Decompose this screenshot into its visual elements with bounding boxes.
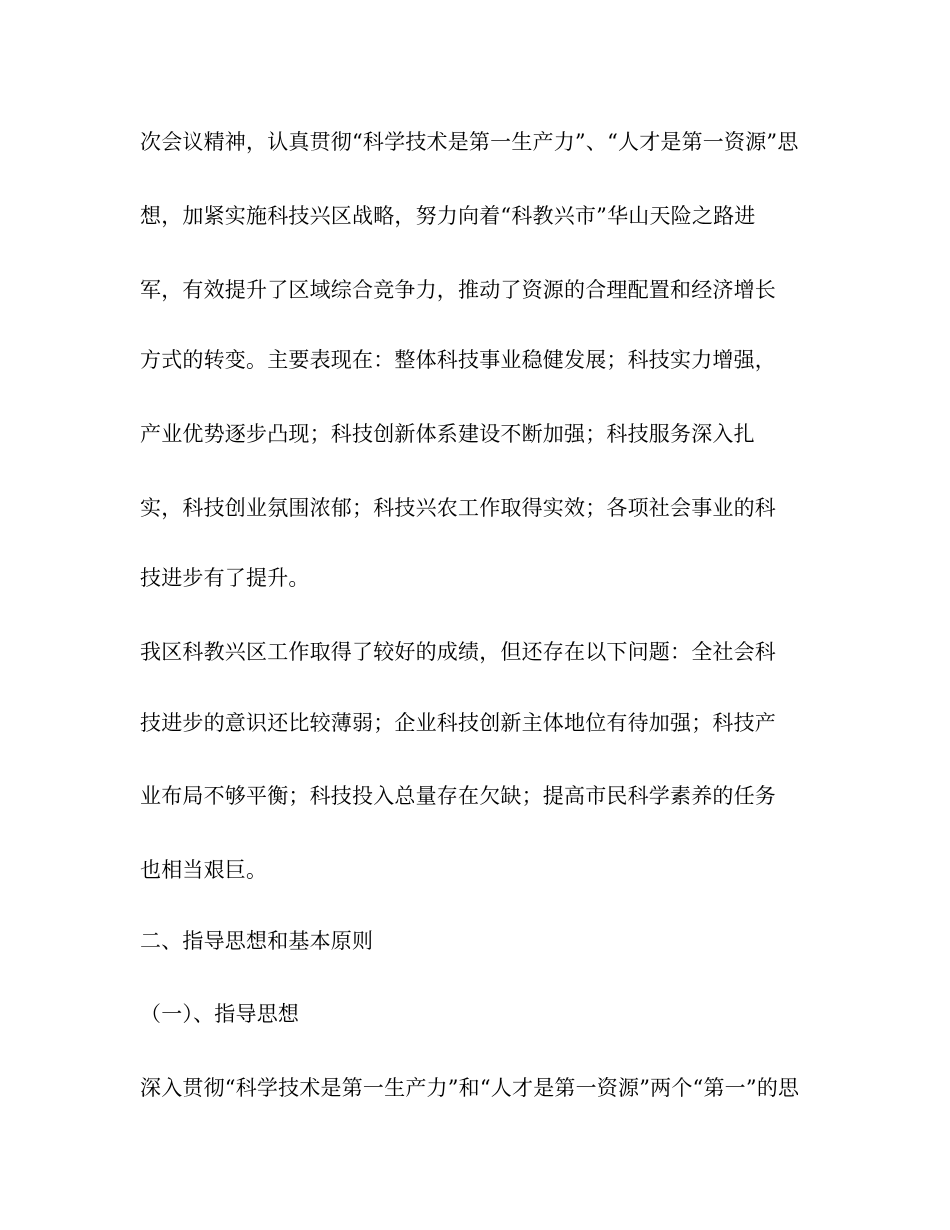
text-line: 技进步有了提升。 <box>140 566 310 590</box>
subsection-heading: （一）、指导思想 <box>140 1002 300 1026</box>
text-line: 次会议精神，认真贯彻“科学技术是第一生产力”、“人才是第一资源”思 <box>140 130 799 154</box>
text-line: 技进步的意识还比较薄弱；企业科技创新主体地位有待加强；科技产 <box>140 711 776 735</box>
text-line: 想，加紧实施科技兴区战略，努力向着“科教兴市”华山天险之路进 <box>140 204 756 228</box>
text-line: 实，科技创业氛围浓郁；科技兴农工作取得实效；各项社会事业的科 <box>140 496 776 520</box>
text-line: 也相当艰巨。 <box>140 858 268 882</box>
text-line: 我区科教兴区工作取得了较好的成绩，但还存在以下问题：全社会科 <box>140 640 776 664</box>
text-line: 产业优势逐步凸现；科技创新体系建设不断加强；科技服务深入扎 <box>140 422 755 446</box>
text-line: 军，有效提升了区域综合竞争力，推动了资源的合理配置和经济增长 <box>140 278 776 302</box>
text-line: 方式的转变。主要表现在：整体科技事业稳健发展；科技实力增强， <box>140 348 776 372</box>
section-heading: 二、指导思想和基本原则 <box>140 929 374 953</box>
text-line: 深入贯彻“科学技术是第一生产力”和“人才是第一资源”两个“第一”的思 <box>140 1076 800 1100</box>
text-line: 业布局不够平衡；科技投入总量存在欠缺；提高市民科学素养的任务 <box>140 784 776 808</box>
